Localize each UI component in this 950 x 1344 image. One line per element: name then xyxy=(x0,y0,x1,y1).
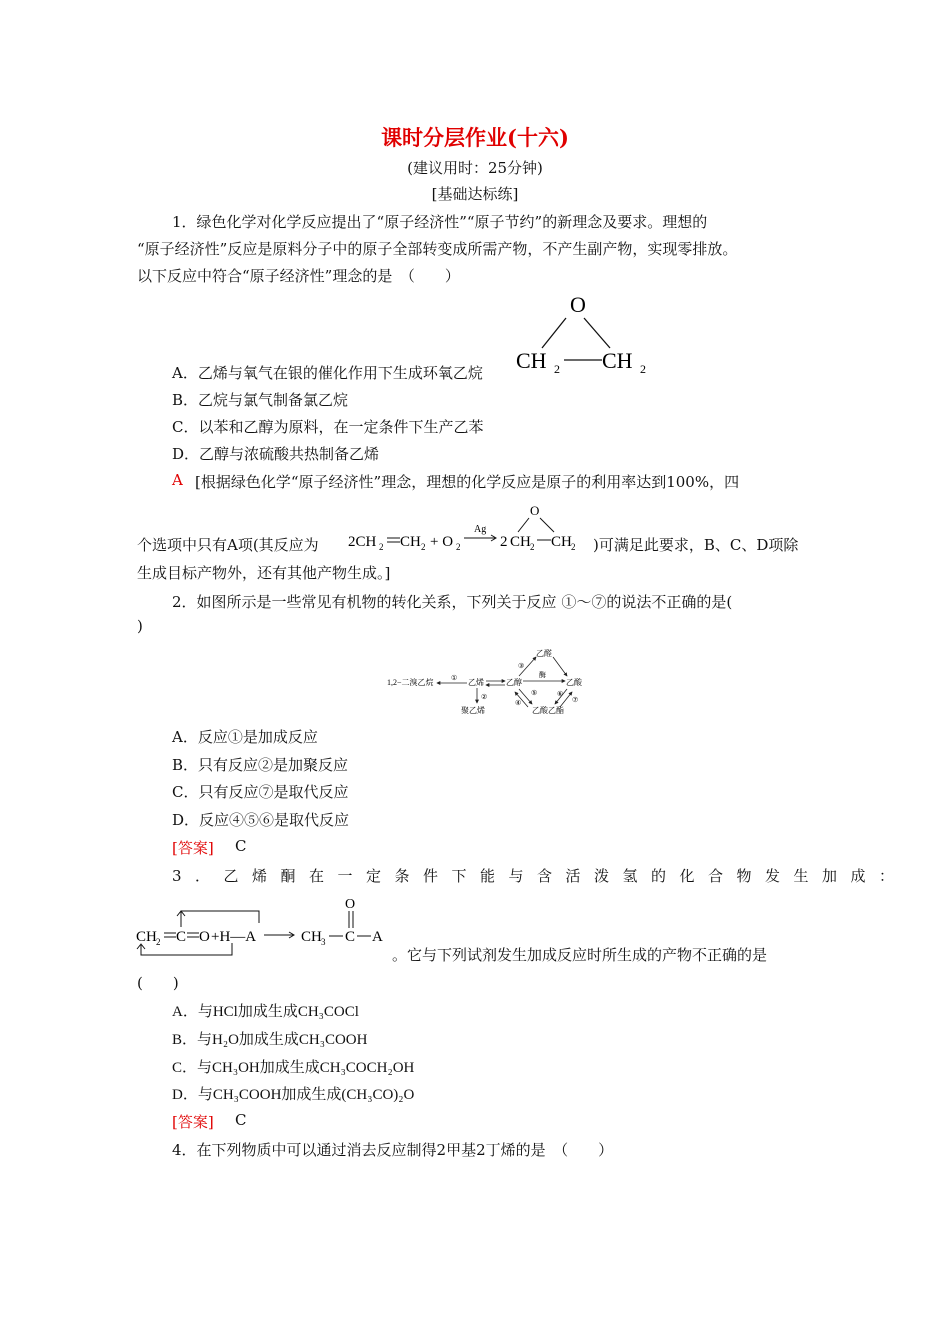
q1-stem-line3: 以下反应中符合“原子经济性”理念的是 （ ） xyxy=(137,267,460,285)
q2-stem-end: ) xyxy=(137,617,143,635)
svg-text:A: A xyxy=(372,929,383,945)
label-r4: ④ xyxy=(515,699,522,707)
node-acetic-acid: 乙酸 xyxy=(566,678,582,687)
section-heading: [基础达标练] xyxy=(431,185,519,203)
label-r1: ① xyxy=(451,674,458,682)
q1-explanation-line1: [根据绿色化学“原子经济性”理念，理想的化学反应是原子的利用率达到100%，四 xyxy=(195,473,740,491)
q1-stem-line2: “原子经济性”反应是原料分子中的原子全部转变成所需产物，不产生副产物，实现零排放。 xyxy=(137,240,738,258)
q1-explanation-line2a: 个选项中只有A项(其反应为 xyxy=(137,536,319,554)
q3-ketene-scheme xyxy=(136,895,391,965)
node-polyethene: 聚乙烯 xyxy=(461,706,485,715)
q1-stem-line1: 1．绿色化学对化学反应提出了“原子经济性”“原子节约”的新理念及要求。理想的 xyxy=(172,213,708,231)
svg-text:CH: CH xyxy=(301,929,322,945)
svg-text:O: O xyxy=(199,929,210,945)
svg-text:+ O: + O xyxy=(430,534,454,550)
q1-option-c: C．以苯和乙醇为原料，在一定条件下生产乙苯 xyxy=(172,418,484,436)
svg-text:2: 2 xyxy=(456,542,461,552)
epoxide-o: O xyxy=(570,292,586,317)
q3-paren: ( ) xyxy=(137,974,179,992)
svg-text:2: 2 xyxy=(571,542,576,552)
svg-text:2: 2 xyxy=(500,534,508,550)
svg-text:O: O xyxy=(345,897,356,912)
q1-option-b: B．乙烷与氯气制备氯乙烷 xyxy=(172,391,349,409)
svg-text:Ag: Ag xyxy=(474,524,487,535)
svg-text:2: 2 xyxy=(421,542,426,552)
svg-text:CH: CH xyxy=(400,534,421,550)
svg-text:+H—A: +H—A xyxy=(211,929,257,945)
q2-conversion-diagram xyxy=(385,645,595,717)
q1-answer-letter: A xyxy=(172,471,183,489)
q3-stem: 3．乙烯酮在一定条件下能与含活泼氢的化合物发生加成： xyxy=(172,867,908,885)
epoxide-c2: CH xyxy=(602,348,633,373)
svg-text:2: 2 xyxy=(156,937,161,947)
epoxide-c1-sub: 2 xyxy=(554,362,560,376)
svg-text:CH: CH xyxy=(551,534,572,550)
label-r5: ⑤ xyxy=(531,689,538,697)
q3-stem-line2: 。它与下列试剂发生加成反应时所生成的产物不正确的是 xyxy=(392,946,768,964)
epoxide-c2-sub: 2 xyxy=(640,362,646,376)
svg-text:O: O xyxy=(530,503,540,518)
q2-option-a: A．反应①是加成反应 xyxy=(172,728,318,746)
q4-stem: 4．在下列物质中可以通过消去反应制得2甲基2丁烯的是 （ ） xyxy=(172,1141,614,1159)
svg-text:CH: CH xyxy=(136,929,157,945)
q1-option-d: D．乙醇与浓硫酸共热制备乙烯 xyxy=(172,445,380,463)
q3-option-b: B．与H₂O加成生成CH₃COOH xyxy=(172,1032,368,1048)
q2-stem: 2．如图所示是一些常见有机物的转化关系，下列关于反应 ①～⑦的说法不正确的是( xyxy=(172,593,733,611)
node-ethanol: 乙醇 xyxy=(506,678,522,687)
svg-text:CH: CH xyxy=(510,534,531,550)
q3-option-d: D．与CH₃COOH加成生成(CH₃CO)₂O xyxy=(172,1087,415,1103)
label-r7: ⑦ xyxy=(572,696,579,704)
node-ethene: 乙烯 xyxy=(468,678,484,687)
page-title: 课时分层作业(十六) xyxy=(381,125,569,150)
q1-explanation-line2b: )可满足此要求，B、C、D项除 xyxy=(593,536,799,554)
q2-answer-label: [答案] xyxy=(172,839,214,857)
q1-explanation-line3: 生成目标产物外，还有其他产物生成。] xyxy=(137,564,391,582)
svg-text:C: C xyxy=(345,929,356,945)
q1-option-a: A．乙烯与氧气在银的催化作用下生成环氧乙烷 xyxy=(172,364,483,382)
q2-option-d: D．反应④⑤⑥是取代反应 xyxy=(172,811,350,829)
q3-option-c: C．与CH₃OH加成生成CH₃COCH₂OH xyxy=(172,1060,415,1076)
node-ethyl-acetate: 乙酸乙酯 xyxy=(532,706,564,715)
q2-answer: C xyxy=(235,837,247,855)
q3-answer-label: [答案] xyxy=(172,1113,214,1131)
svg-text:2CH: 2CH xyxy=(348,534,377,550)
node-dibromoethane: 1,2−二溴乙烷 xyxy=(387,678,434,687)
svg-text:C: C xyxy=(176,929,187,945)
label-r6: ⑥ xyxy=(557,690,564,698)
node-acetaldehyde: 乙醛 xyxy=(536,649,552,658)
epoxide-structure xyxy=(510,288,660,378)
q2-option-b: B．只有反应②是加聚反应 xyxy=(172,756,349,774)
epoxide-c1: CH xyxy=(516,348,547,373)
q3-option-a: A．与HCl加成生成CH₃COCl xyxy=(172,1004,359,1020)
time-hint: (建议用时：25分钟) xyxy=(407,159,543,177)
label-r2: ② xyxy=(481,693,488,701)
label-r3: ③ xyxy=(518,662,525,670)
q3-answer: C xyxy=(235,1111,247,1129)
svg-text:3: 3 xyxy=(321,937,326,947)
svg-text:2: 2 xyxy=(379,542,384,552)
label-enzyme: 酶 xyxy=(539,671,546,679)
svg-text:2: 2 xyxy=(530,542,535,552)
q2-option-c: C．只有反应⑦是取代反应 xyxy=(172,783,349,801)
q1-reaction-equation xyxy=(346,500,596,556)
